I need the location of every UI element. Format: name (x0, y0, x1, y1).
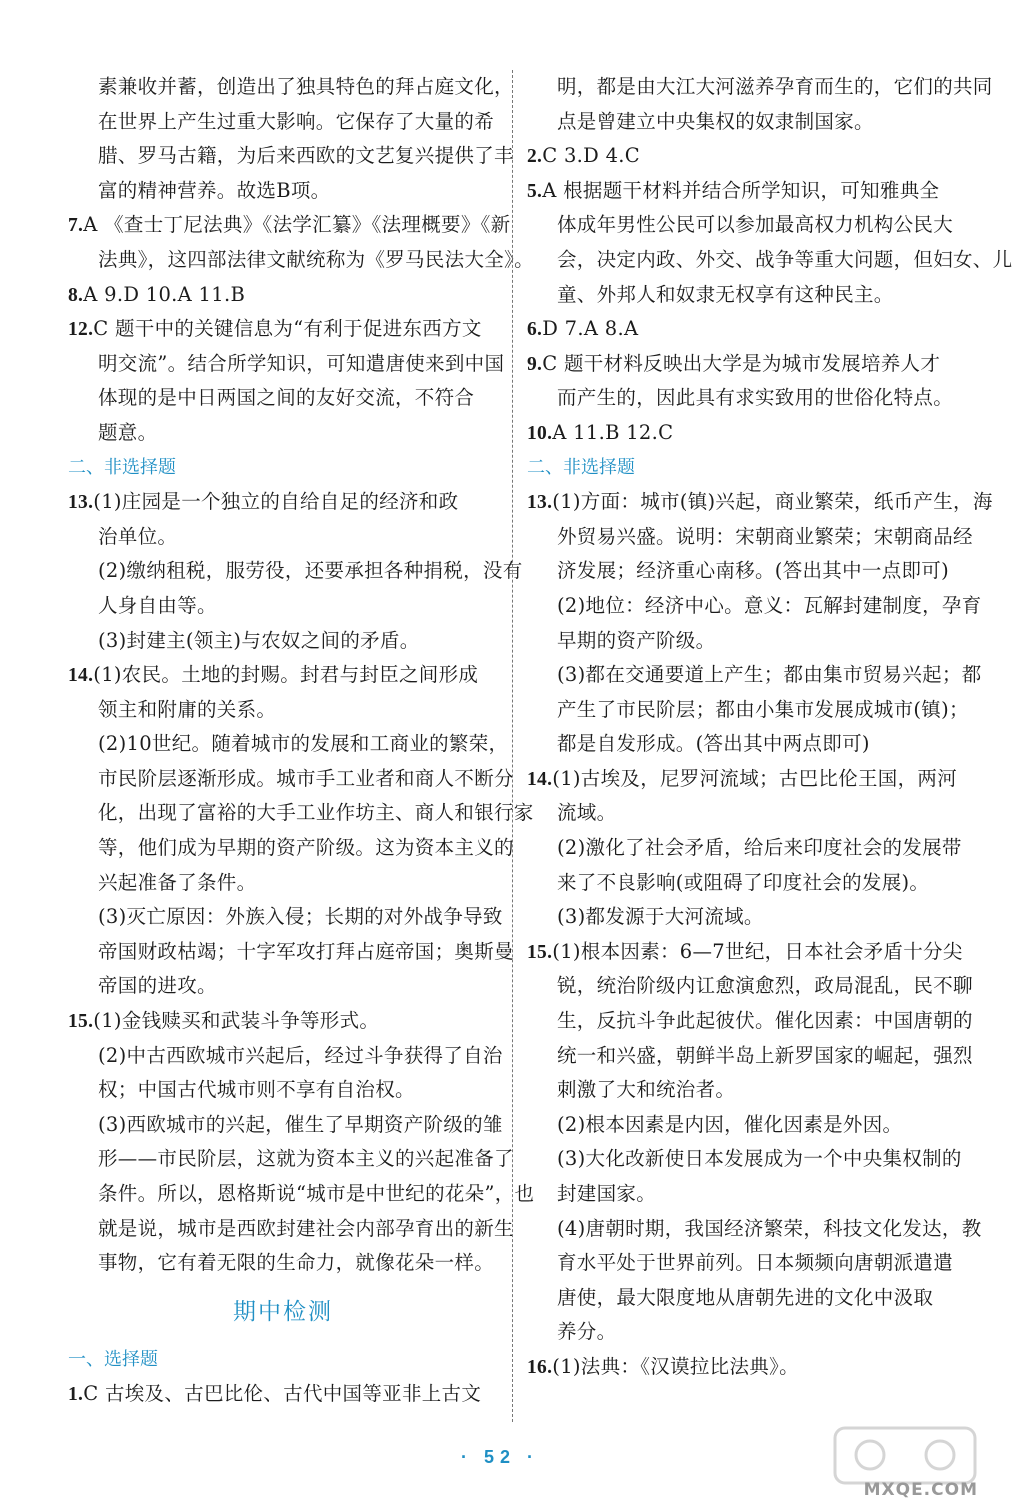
answer-text: C 古埃及、古巴比伦、古代中国等亚非上古文 (83, 1382, 482, 1406)
answer-text: 事物，它有着无限的生命力，就像花朵一样。 (98, 1251, 495, 1275)
answer-line (527, 105, 957, 140)
answer-line (527, 589, 982, 624)
answer-line (527, 693, 969, 728)
answer-line (527, 485, 993, 520)
answer-line (527, 554, 957, 589)
answer-text: (1)古埃及，尼罗河流域；古巴比伦王国，两河 (552, 766, 958, 790)
answer-line (527, 208, 957, 243)
answer-text: (3)封建主(领主)与农奴之间的矛盾。 (98, 628, 420, 652)
answer-text: 早期的资产阶级。 (557, 628, 716, 652)
answer-text: C 题干中的关键信息为“有利于促进东西方文 (93, 317, 482, 341)
answer-line (527, 727, 957, 762)
answer-line (68, 624, 498, 659)
question-number: 10. (527, 422, 553, 444)
answer-text: 明交流”。结合所学知识，可知遣唐使来到中国 (98, 351, 505, 375)
answer-text: A 根据题干材料并结合所学知识，可知雅典全 (542, 178, 940, 202)
answer-line (68, 174, 498, 209)
answer-text: 兴起准备了条件。 (98, 870, 257, 894)
answer-text: 流域。 (557, 801, 617, 825)
answer-text: 化，出现了富裕的大手工业作坊主、商人和银行家 (98, 801, 534, 825)
left-column (68, 70, 535, 1412)
answer-text: 唐使，最大限度地从唐朝先进的文化中汲取 (557, 1285, 934, 1309)
answer-text: 腊、罗马古籍，为后来西欧的文艺复兴提供了丰 (98, 144, 514, 168)
answer-text: A 9.D 10.A 11.B (83, 282, 246, 306)
answer-text: 市民阶层逐渐形成。城市手工业者和商人不断分 (98, 766, 514, 790)
answer-line (68, 381, 498, 416)
answer-line (527, 1142, 962, 1177)
watermark-text: MXQE.COM (863, 1480, 978, 1500)
answer-line (527, 1073, 957, 1108)
answer-line (68, 1212, 514, 1247)
answer-line (68, 1142, 514, 1177)
answer-text: C 题干材料反映出大学是为城市发展培养人才 (542, 351, 941, 375)
question-number: 12. (68, 319, 94, 341)
answer-line (527, 1315, 957, 1350)
answer-text: 体现的是中日两国之间的友好交流，不符合 (98, 386, 475, 410)
answer-line (68, 312, 498, 347)
question-number: 7. (68, 215, 84, 237)
answer-line (68, 485, 498, 520)
question-number: 9. (527, 353, 543, 375)
answer-line (68, 70, 514, 105)
answer-text: 治单位。 (98, 524, 178, 548)
answer-line (68, 1108, 503, 1143)
answer-text: 会，决定内政、外交、战争等重大问题，但妇女、儿 (557, 247, 1012, 271)
answer-line (68, 520, 498, 555)
answer-text: 人身自由等。 (98, 593, 217, 617)
answer-line (527, 935, 963, 970)
answer-text: 封建国家。 (557, 1182, 657, 1205)
answer-line (527, 1350, 957, 1385)
answer-text: (3)西欧城市的兴起，催生了早期资产阶级的雏 (98, 1112, 503, 1136)
answer-text: (2)地位：经济中心。意义：瓦解封建制度，孕育 (557, 593, 982, 617)
answer-text: (3)都发源于大河流域。 (557, 905, 764, 929)
answer-line (68, 347, 505, 382)
answer-text: (2)激化了社会矛盾，给后来印度社会的发展带 (557, 836, 962, 860)
answer-line (68, 866, 498, 901)
answer-text: 刺激了大和统治者。 (557, 1078, 736, 1102)
answer-line (527, 796, 957, 831)
answer-text: 体成年男性公民可以参加最高权力机构公民大 (557, 213, 954, 237)
answer-text: 来了不良影响(或阻碍了印度社会的发展)。 (557, 870, 930, 894)
answer-text: (1)方面：城市(镇)兴起，商业繁荣，纸币产生，海 (552, 490, 993, 514)
answer-text: 富的精神营养。故选B项。 (98, 178, 331, 202)
answer-text: 就是说，城市是西欧封建社会内部孕育出的新生 (98, 1216, 514, 1240)
answer-text: 领主和附庸的关系。 (98, 697, 277, 721)
answer-text: 等，他们成为早期的资产阶级。这为资本主义的 (98, 836, 514, 860)
answer-text: 形——市民阶层，这就为资本主义的兴起准备了 (98, 1147, 514, 1171)
answer-text: 帝国财政枯竭；十字军攻打拜占庭帝国；奥斯曼 (98, 939, 514, 963)
answer-line (527, 1108, 957, 1143)
answer-line (527, 866, 957, 901)
answer-text: (2)10世纪。随着城市的发展和工商业的繁荣， (98, 732, 509, 756)
answer-line (527, 900, 957, 935)
answer-text: 外贸易兴盛。说明：宋朝商业繁荣；宋朝商品经 (557, 524, 973, 548)
answer-text: 点是曾建立中央集权的奴隶制国家。 (557, 109, 874, 133)
answer-line (68, 900, 503, 935)
section-heading: 二、非选择题 (68, 456, 176, 478)
answer-line (527, 658, 982, 693)
question-number: 15. (527, 941, 553, 963)
answer-text: 帝国的进攻。 (98, 974, 217, 998)
answer-line (68, 208, 511, 243)
answer-text: 都是自发形成。(答出其中两点即可) (557, 732, 870, 756)
answer-text: 养分。 (557, 1320, 617, 1344)
answer-line (527, 278, 957, 313)
answer-line (527, 1281, 957, 1316)
answer-line (68, 1039, 503, 1074)
answer-line (527, 762, 957, 797)
answer-line (527, 381, 957, 416)
question-number: 13. (527, 492, 553, 514)
answer-line (527, 312, 957, 347)
answer-text: (2)缴纳租税，服劳役，还要承担各种捐税，没有 (98, 559, 523, 583)
answer-line (68, 727, 509, 762)
answer-text: 法典》，这四部法律文献统称为《罗马民法大全》。 (98, 247, 534, 271)
answer-text: 生，反抗斗争此起彼伏。催化因素：中国唐朝的 (557, 1009, 973, 1033)
answer-text: 明，都是由大江大河滋养孕育而生的，它们的共同 (557, 75, 993, 98)
answer-line (527, 1177, 957, 1212)
column-divider (512, 70, 513, 1422)
answer-line (527, 416, 957, 451)
answer-line (68, 969, 498, 1004)
answer-text: 济发展；经济重心南移。(答出其中一点即可) (557, 559, 950, 583)
answer-line (527, 624, 957, 659)
answer-line (68, 139, 514, 174)
answer-line (527, 243, 1012, 278)
answer-line (68, 105, 498, 140)
answer-text: 在世界上产生过重大影响。它保存了大量的希 (98, 109, 495, 133)
answer-text: 而产生的，因此具有求实致用的世俗化特点。 (557, 386, 954, 410)
answer-line (527, 70, 993, 105)
answer-text: C 3.D 4.C (542, 144, 641, 168)
answer-line (68, 796, 534, 831)
answer-text: (1)法典：《汉谟拉比法典》。 (552, 1354, 799, 1378)
question-number: 14. (527, 768, 553, 790)
answer-line (527, 520, 973, 555)
answer-text: A 11.B 12.C (552, 420, 674, 444)
answer-text: 统一和兴盛，朝鲜半岛上新罗国家的崛起，强烈 (557, 1043, 973, 1067)
answer-text: 童、外邦人和奴隶无权享有这种民主。 (557, 282, 894, 306)
answer-line (68, 1246, 498, 1281)
answer-line (68, 589, 498, 624)
chapter-title: 期中检测 (233, 1298, 333, 1325)
answer-line (68, 693, 498, 728)
answer-line (68, 278, 498, 313)
answer-text: 产生了市民阶层；都由小集市发展成城市(镇)； (557, 697, 969, 721)
answer-line (68, 1004, 498, 1039)
question-number: 5. (527, 180, 543, 202)
answer-line (68, 243, 534, 278)
answer-text: (4)唐朝时期，我国经济繁荣，科技文化发达，教 (557, 1216, 982, 1240)
answer-line (527, 1212, 982, 1247)
answer-line (68, 554, 523, 589)
question-number: 2. (527, 146, 543, 168)
question-number: 14. (68, 665, 94, 687)
answer-line (527, 347, 957, 382)
section-heading: 一、选择题 (68, 1348, 158, 1370)
answer-line (527, 969, 973, 1004)
answer-text: (2)根本因素是内因，催化因素是外因。 (557, 1112, 903, 1136)
answer-line (68, 1177, 535, 1212)
answer-line (527, 174, 957, 209)
answer-text: (3)都在交通要道上产生；都由集市贸易兴起；都 (557, 663, 982, 687)
answer-text: (3)大化改新使日本发展成为一个中央集权制的 (557, 1147, 962, 1171)
answer-line (68, 1377, 498, 1412)
answer-text: (3)灭亡原因：外族入侵；长期的对外战争导致 (98, 905, 503, 929)
answer-line (68, 1073, 498, 1108)
answer-text: (2)中古西欧城市兴起后，经过斗争获得了自治 (98, 1043, 503, 1067)
answer-line (68, 831, 514, 866)
answer-line (68, 762, 514, 797)
section-heading: 二、非选择题 (527, 456, 635, 478)
answer-text: 权；中国古代城市则不享有自治权。 (98, 1078, 415, 1102)
answer-line (527, 1039, 973, 1074)
answer-line (527, 831, 962, 866)
answer-line (527, 1246, 957, 1281)
answer-text: (1)庄园是一个独立的自给自足的经济和政 (93, 490, 459, 514)
question-number: 15. (68, 1011, 94, 1033)
answer-text: (1)金钱赎买和武装斗争等形式。 (93, 1009, 380, 1033)
answer-text: 育水平处于世界前列。日本频频向唐朝派遣遣 (557, 1251, 954, 1275)
answer-text: (1)根本因素：6—7世纪，日本社会矛盾十分尖 (552, 939, 963, 963)
answer-text: A 《查士丁尼法典》《法学汇纂》《法理概要》《新 (83, 213, 511, 237)
question-number: 6. (527, 319, 543, 341)
answer-line (68, 935, 514, 970)
answer-line (68, 658, 498, 693)
answer-text: 素兼收并蓄，创造出了独具特色的拜占庭文化， (98, 75, 514, 98)
page-number: · 52 · (460, 1447, 539, 1467)
answer-text: D 7.A 8.A (542, 317, 639, 341)
question-number: 13. (68, 492, 94, 514)
answer-line (527, 1004, 973, 1039)
answer-text: 锐，统治阶级内讧愈演愈烈，政局混乱，民不聊 (557, 974, 973, 998)
answer-text: (1)农民。土地的封赐。封君与封臣之间形成 (93, 663, 479, 687)
answer-text: 题意。 (98, 420, 158, 444)
answer-line (527, 139, 957, 174)
answer-text: 条件。所以，恩格斯说“城市是中世纪的花朵”，也 (98, 1182, 535, 1205)
question-number: 1. (68, 1384, 84, 1406)
question-number: 8. (68, 284, 84, 306)
answer-line (68, 416, 498, 451)
question-number: 16. (527, 1356, 553, 1378)
right-column (527, 70, 1012, 1385)
